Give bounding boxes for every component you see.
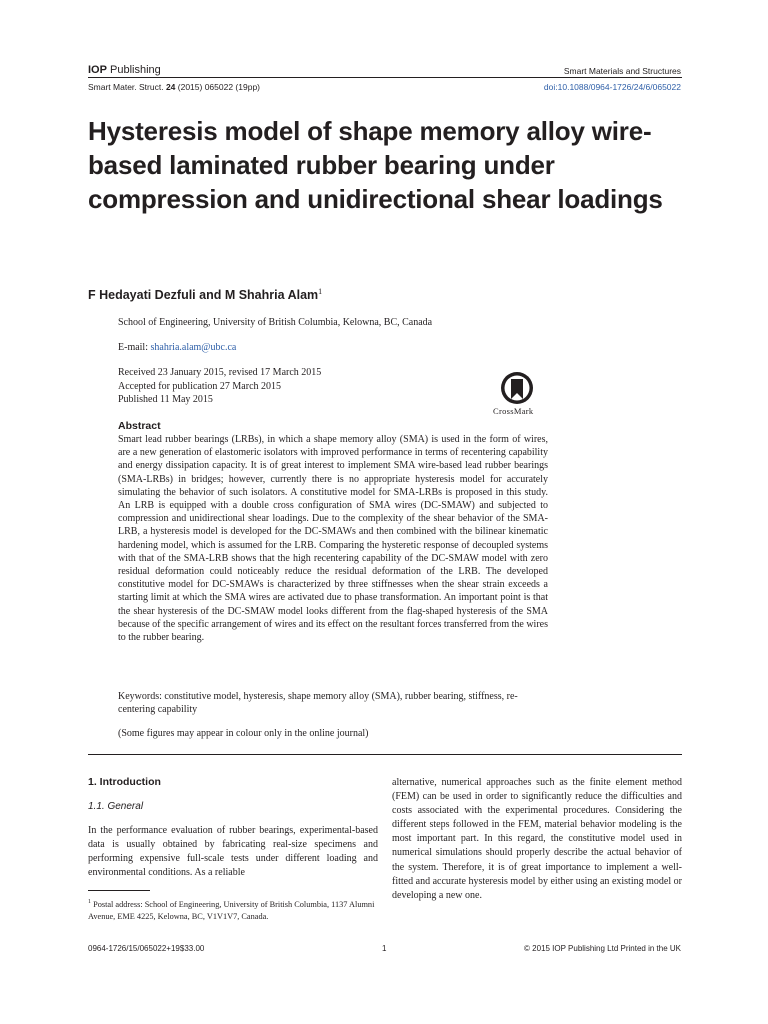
publisher-logo-bold: IOP: [88, 64, 107, 76]
publisher-logo: [88, 64, 161, 76]
accepted-date: Accepted for publication 27 March 2015: [118, 380, 282, 392]
journal-name: Smart Materials and Structures: [563, 66, 681, 76]
intro-paragraph-right: alternative, numerical approaches such as the finite element method (FEM) can be used in order to significantly reduce the difficulties and costs associated with the experimental procedures. Considering the different steps followed in the FEM, material behavior modeling is the most important part. In this regard, the constitutive model used in numerical simulations should properly describe the actual behavior of the system. Therefore, it is of great importance to implement a well-fitted and accurate hysteresis model by either using an existing model or developing a new one.: [392, 777, 682, 901]
footnote-divider: [88, 890, 150, 891]
citation-journal: Smart Mater. Struct.: [88, 82, 166, 92]
published-date: Published 11 May 2015: [118, 394, 213, 405]
author-footnote-mark[interactable]: 1: [318, 287, 323, 296]
abstract-divider: [88, 754, 682, 755]
article-title: Hysteresis model of shape memory alloy wire-based laminated rubber bearing under compression and unidirectional shear loadings: [88, 116, 663, 214]
crossmark-label: CrossMark: [493, 406, 534, 416]
email-line: [118, 342, 236, 353]
colour-note: (Some figures may appear in colour only in the online journal): [118, 728, 369, 739]
citation-details: (2015) 065022 (19pp): [175, 82, 260, 92]
author-names: F Hedayati Dezfuli and M Shahria Alam: [88, 288, 319, 303]
right-column: [392, 776, 682, 903]
section-heading: 1. Introduction: [88, 776, 161, 788]
subsection-heading: 1.1. General: [88, 801, 144, 812]
email-label: E-mail:: [118, 342, 151, 353]
left-column: [88, 776, 378, 922]
received-date: Received 23 January 2015, revised 17 March 2015: [118, 367, 322, 378]
footnote-mark: 1: [88, 899, 91, 906]
header-divider: [88, 77, 682, 78]
article-dates: [118, 366, 321, 407]
authors: [88, 287, 322, 302]
publisher-logo-text: Publishing: [110, 64, 161, 76]
footnote-text: Postal address: School of Engineering, University of British Columbia, 1137 Alumni Avenue, EME 4225, Kelowna, BC, V1V1V7, Canada.: [88, 900, 375, 921]
doi-link[interactable]: doi:10.1088/0964-1726/24/6/065022: [543, 82, 681, 92]
email-link[interactable]: shahria.alam@ubc.ca: [150, 342, 237, 353]
page-number: 1: [382, 944, 387, 953]
footer-copyright: © 2015 IOP Publishing Ltd Printed in the UK: [524, 944, 681, 953]
intro-paragraph-left: In the performance evaluation of rubber bearings, experimental-based data is usually obtained by fabricating real-size specimens and performing expensive full-scale tests under different loading and environmental conditions. As a reliable: [88, 825, 378, 879]
footnote: [88, 897, 378, 922]
citation-volume: 24: [165, 82, 176, 92]
abstract-heading: Abstract: [118, 420, 161, 432]
abstract-text: Smart lead rubber bearings (LRBs), in which a shape memory alloy (SMA) is used in the form of wires, are a new generation of elastomeric isolators with improved performance in terms of recentering capability and energy dissipation capacity. It is of great interest to implement SMA wire-based lead rubber bearings (SMA-LRBs) in bridges; however, currently there is no appropriate hysteresis model for accurately simulating the behavior of such isolators. A constitutive model for SMA-LRBs is proposed in this study. An LRB is equipped with a double cross configuration of SMA wires (DC-SMAW) and subjected to compression and unidirectional shear loadings. Due to the complexity of the shear behavior of the SMA-LRB, a hysteresis model is developed for the DC-SMAWs and then combined with the bilinear kinematic hardening model, which is assumed for the LRB. Comparing the hysteretic response of decoupled systems with that of the SMA-LRB shows that the high recentering capability of the DC-SMAW model with zero residual deformation could noticeably reduce the residual deformation of the LRB. The developed constitutive model for DC-SMAWs is characterized by three stiffnesses when the shear strain exceeds a starting limit at which the SMA wires are activated due to phase transformation. An important point is that the shear hysteresis of the DC-SMAW model looks different from the flag-shaped hysteresis of the SMA because of the specific arrangement of wires and its effect on the resultant forces transferred from the wires to the rubber bearing.: [118, 434, 548, 644]
keywords: Keywords: constitutive model, hysteresis, shape memory alloy (SMA), rubber bearing, stiffness, re-centering capability: [118, 691, 518, 716]
citation: [88, 82, 260, 92]
affiliation: School of Engineering, University of British Columbia, Kelowna, BC, Canada: [118, 317, 433, 328]
footer-issn: 0964-1726/15/065022+19$33.00: [88, 944, 205, 953]
